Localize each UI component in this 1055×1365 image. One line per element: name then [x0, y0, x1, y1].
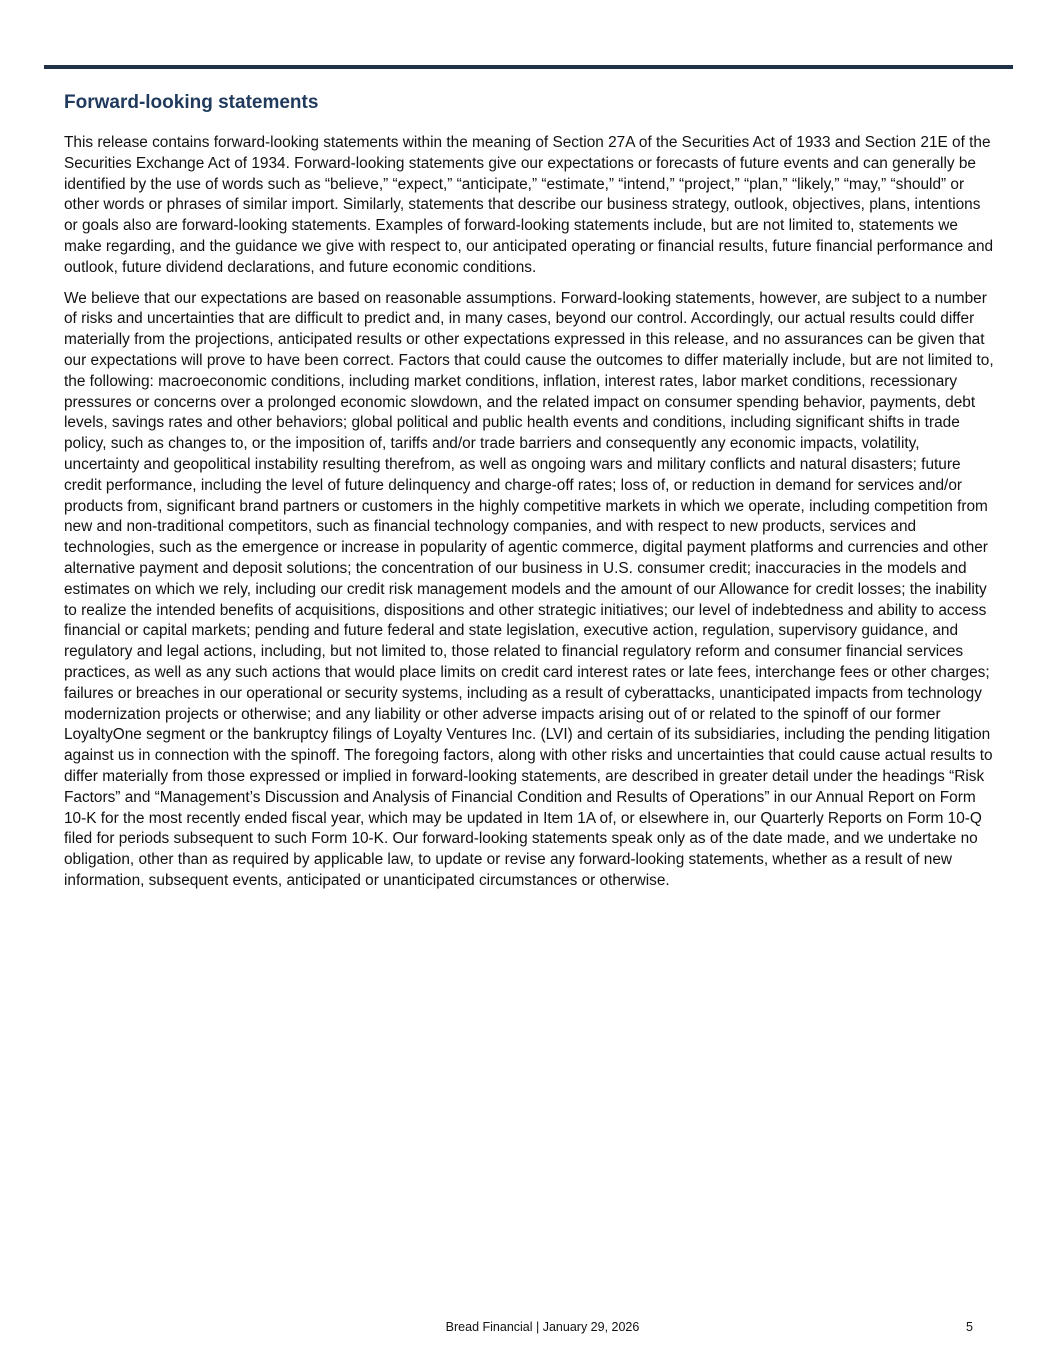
paragraph-risk-factors: We believe that our expectations are based on reasonable assumptions. Forward-looking statements, however, are subject to a number of risks and uncertainties that are difficult to predict and, in many cases, beyond our control. Accordingly, our actual results could differ materially from the projections, anticipated results or other expectations expressed in this release, and no assurances can be given that our expectations will prove to have been correct. Factors that could cause the outcomes to differ materially include, but are not limited to, the following: macroeconomic conditions, including market conditions, inflation, interest rates, labor market conditions, recessionary pressures or concerns over a prolonged economic slowdown, and the related impact on consumer spending behavior, payments, debt levels, savings rates and other behaviors; global political and public health events and conditions, including significant shifts in trade policy, such as changes to, or the imposition of, tariffs and/or trade barriers and consequently any economic impacts, volatility, uncertainty and geopolitical instability resulting therefrom, as well as ongoing wars and military conflicts and natural disasters; future credit performance, including the level of future delinquency and charge-off rates; loss of, or reduction in demand for services and/or products from, significant brand partners or customers in the highly competitive markets in which we operate, including competition from new and non-traditional competitors, such as financial technology companies, and with respect to new products, services and technologies, such as the emergence or increase in popularity of agentic commerce, digital payment platforms and currencies and other alternative payment and deposit solutions; the concentration of our business in U.S. consumer credit; inaccuracies in the models and estimates on which we rely, including our credit risk management models and the amount of our Allowance for credit losses; the inability to realize the intended benefits of acquisitions, dispositions and other strategic initiatives; our level of indebtedness and ability to access financial or capital markets; pending and future federal and state legislation, executive action, regulation, supervisory guidance, and regulatory and legal actions, including, but not limited to, those related to financial regulatory reform and consumer financial services practices, as well as any such actions that would place limits on credit card interest rates or late fees, interchange fees or other charges; failures or breaches in our operational or security systems, including as a result of cyberattacks, unanticipated impacts from technology modernization projects or otherwise; and any liability or other adverse impacts arising out of or related to the spinoff of our former LoyaltyOne segment or the bankruptcy filings of Loyalty Ventures Inc. (LVI) and certain of its subsidiaries, including the pending litigation against us in connection with the spinoff. The foregoing factors, along with other risks and uncertainties that could cause actual results to differ materially from those expressed or implied in forward-looking statements, are described in greater detail under the headings “Risk Factors” and “Management’s Discussion and Analysis of Financial Condition and Results of Operations” in our Annual Report on Form 10-K for the most recently ended fiscal year, which may be updated in Item 1A of, or elsewhere in, our Quarterly Reports on Form 10-Q filed for periods subsequent to such Form 10-K. Our forward-looking statements speak only as of the date made, and we undertake no obligation, other than as required by applicable law, to update or revise any forward-looking statements, whether as a result of new information, subsequent events, anticipated or unanticipated circumstances or otherwise. — [64, 289, 994, 889]
paragraph-intro: This release contains forward-looking statements within the meaning of Section 27A of the Securities Act of 1933 and Section 21E of the Securities Exchange Act of 1934. Forward-looking statements give our expectations or forecasts of future events and can generally be identified by the use of words such as “believe,” “expect,” “anticipate,” “estimate,” “intend,” “project,” “plan,” “likely,” “may,” “should” or other words or phrases of similar import. Similarly, statements that describe our business strategy, outlook, objectives, plans, intentions or goals also are forward-looking statements. Examples of forward-looking statements include, but are not limited to, statements we make regarding, and the guidance we give with respect to, our anticipated operating or financial results, future financial performance and outlook, future dividend declarations, and future economic conditions. — [64, 134, 994, 276]
section-title: Forward-looking statements — [64, 92, 319, 113]
body-text — [64, 133, 994, 902]
footer-text: Bread Financial | January 29, 2026 — [445, 1320, 640, 1334]
page-number: 5 — [966, 1320, 973, 1334]
header-rule — [44, 65, 1013, 69]
page-footer — [0, 1320, 1055, 1340]
